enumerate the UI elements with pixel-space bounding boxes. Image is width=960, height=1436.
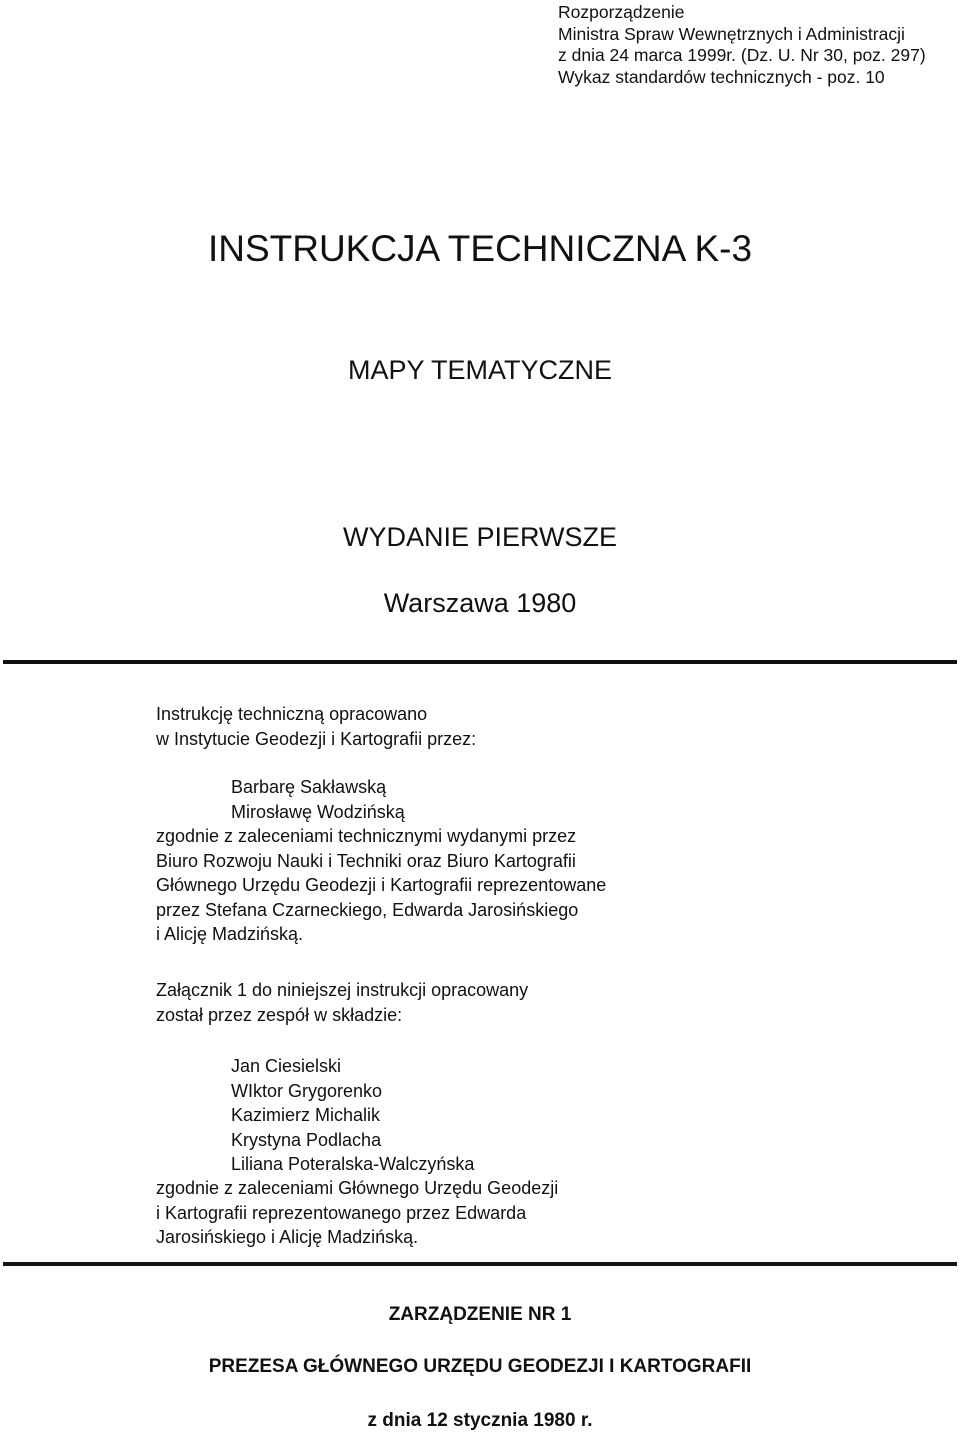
prepared-by-intro xyxy=(156,702,476,751)
horizontal-divider xyxy=(3,1262,957,1266)
text-line: Biuro Rozwoju Nauki i Techniki oraz Biuro Kartografii xyxy=(156,850,576,871)
text-line: przez Stefana Czarneckiego, Edwarda Jarosińskiego xyxy=(156,899,579,920)
team-member-name: Kazimierz Michalik xyxy=(231,1105,381,1125)
annex-guidance-paragraph xyxy=(156,1176,558,1250)
edition-label: WYDANIE PIERWSZE xyxy=(342,522,618,552)
author-name: Barbarę Sakławską xyxy=(231,777,387,797)
regulation-line: Ministra Spraw Wewnętrznych i Administracji xyxy=(558,23,905,44)
text-line: zgodnie z zaleceniami technicznymi wydanymi przez xyxy=(156,826,577,846)
text-line: Instrukcję techniczną opracowano xyxy=(156,704,428,724)
regulation-reference-note xyxy=(558,2,926,88)
text-line: Głównego Urzędu Geodezji i Kartografii reprezentowane xyxy=(156,875,607,895)
text-line: w Instytucie Geodezji i Kartografii przez: xyxy=(156,728,477,749)
team-member-name: Liliana Poteralska-Walczyńska xyxy=(231,1154,475,1174)
team-member-name: Jan Ciesielski xyxy=(231,1056,342,1076)
order-date-heading: z dnia 12 stycznia 1980 r. xyxy=(367,1410,593,1431)
text-line: Jarosińskiego i Alicję Madzińską. xyxy=(156,1227,419,1247)
order-number-heading: ZARZĄDZENIE NR 1 xyxy=(388,1304,572,1325)
text-line: został przez zespół w składzie: xyxy=(156,1004,403,1025)
annex-team-list xyxy=(231,1054,474,1177)
regulation-line: Rozporządzenie xyxy=(558,2,685,22)
horizontal-divider xyxy=(3,660,957,664)
order-issuer-heading: PREZESA GŁÓWNEGO URZĘDU GEODEZJI I KARTOGRAFII xyxy=(208,1356,752,1377)
document-title: INSTRUKCJA TECHNICZNA K-3 xyxy=(207,228,753,269)
document-subtitle: MAPY TEMATYCZNE xyxy=(347,355,613,385)
place-and-year: Warszawa 1980 xyxy=(383,588,577,618)
team-member-name: WIktor Grygorenko xyxy=(231,1080,383,1101)
author-name: Mirosławę Wodzińską xyxy=(231,801,405,822)
regulation-line: Wykaz standardów technicznych - poz. 10 xyxy=(558,66,885,87)
technical-guidance-paragraph xyxy=(156,824,606,947)
authors-list xyxy=(231,775,405,824)
text-line: i Kartografii reprezentowanego przez Edwarda xyxy=(156,1202,527,1223)
text-line: i Alicję Madzińską. xyxy=(156,924,304,944)
team-member-name: Krystyna Podlacha xyxy=(231,1129,382,1150)
text-line: Załącznik 1 do niniejszej instrukcji opracowany xyxy=(156,980,529,1000)
text-line: zgodnie z zaleceniami Głównego Urzędu Geodezji xyxy=(156,1178,559,1198)
regulation-line: z dnia 24 marca 1999r. (Dz. U. Nr 30, poz. 297) xyxy=(558,45,926,65)
annex-intro xyxy=(156,978,528,1027)
